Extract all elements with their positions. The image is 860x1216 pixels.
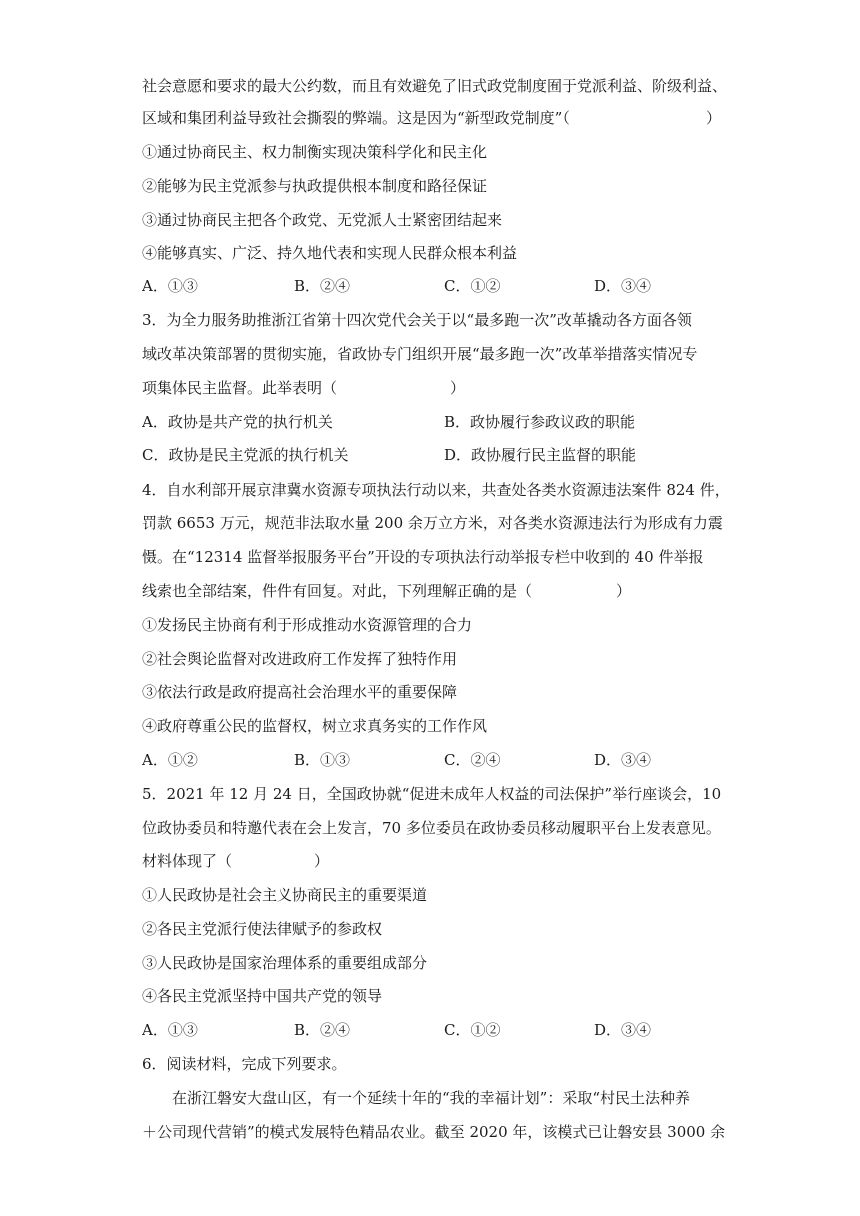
q4-text-line-2: 罚款 6653 万元，规范非法取水量 200 余万立方米，对各类水资源违法行为形成有力震 — [142, 514, 723, 532]
q2-statement-3: ③通过协商民主把各个政党、无党派人士紧密团结起来 — [142, 211, 503, 229]
q3-option-d: D．政协履行民主监督的职能 — [444, 446, 637, 464]
q5-option-b: B．②④ — [294, 1021, 351, 1039]
q3-text-line-1: 3．为全力服务助推浙江省第十四次党代会关于以“最多跑一次”改革撬动各方面各领 — [142, 311, 692, 329]
q5-text-line-3: 材料体现了（ — [142, 852, 233, 870]
q5-option-a: A．①③ — [142, 1021, 198, 1039]
q4-statement-2: ②社会舆论监督对改进政府工作发挥了独特作用 — [142, 650, 458, 668]
q5-statement-4: ④各民主党派坚持中国共产党的领导 — [142, 987, 383, 1005]
q3-text-line-3: 项集体民主监督。此举表明（ — [142, 379, 338, 397]
q5-statement-3: ③人民政协是国家治理体系的重要组成部分 — [142, 954, 428, 972]
q5-text-line-1: 5．2021 年 12 月 24 日，全国政协就“促进未成年人权益的司法保护”举行座谈会，10 — [142, 785, 722, 803]
q3-close-paren: ） — [450, 379, 466, 397]
q3-option-a: A．政协是共产党的执行机关 — [142, 413, 333, 431]
q5-option-d: D．③④ — [594, 1021, 652, 1039]
q2-text-line-2: 区域和集团利益导致社会撕裂的弊端。这是因为“新型政党制度”（ — [142, 109, 570, 127]
q2-option-c: C．①② — [444, 277, 501, 295]
q4-option-d: D．③④ — [594, 751, 652, 769]
q2-option-d: D．③④ — [594, 277, 652, 295]
q4-statement-3: ③依法行政是政府提高社会治理水平的重要保障 — [142, 683, 458, 701]
q6-text-line-2: 在浙江磐安大盘山区，有一个延续十年的“我的幸福计划”：采取“村民土法种养 — [172, 1089, 691, 1107]
q5-option-c: C．①② — [444, 1021, 501, 1039]
q5-text-line-2: 位政协委员和特邀代表在会上发言，70 多位委员在政协委员移动履职平台上发表意见。 — [142, 819, 721, 837]
q6-text-line-1: 6．阅读材料，完成下列要求。 — [142, 1055, 347, 1073]
q4-statement-4: ④政府尊重公民的监督权，树立求真务实的工作作风 — [142, 717, 488, 735]
q2-close-paren: ） — [706, 109, 722, 127]
q3-option-c: C．政协是民主党派的执行机关 — [142, 446, 349, 464]
q5-close-paren: ） — [314, 852, 330, 870]
q2-option-b: B．②④ — [294, 277, 351, 295]
q4-text-line-4: 线索也全部结案，件件有回复。对此，下列理解正确的是（ — [142, 582, 533, 600]
q4-statement-1: ①发扬民主协商有利于形成推动水资源管理的合力 — [142, 616, 473, 634]
q5-statement-1: ①人民政协是社会主义协商民主的重要渠道 — [142, 886, 428, 904]
q2-statement-4: ④能够真实、广泛、持久地代表和实现人民群众根本利益 — [142, 244, 518, 262]
q3-option-b: B．政协履行参政议政的职能 — [444, 413, 636, 431]
q4-option-c: C．②④ — [444, 751, 501, 769]
q4-close-paren: ） — [616, 582, 632, 600]
q4-option-a: A．①② — [142, 751, 198, 769]
q5-statement-2: ②各民主党派行使法律赋予的参政权 — [142, 920, 383, 938]
q2-statement-1: ①通过协商民主、权力制衡实现决策科学化和民主化 — [142, 143, 488, 161]
q2-text-line-1: 社会意愿和要求的最大公约数，而且有效避免了旧式政党制度囿于党派利益、阶级利益、 — [142, 77, 728, 95]
q2-statement-2: ②能够为民主党派参与执政提供根本制度和路径保证 — [142, 177, 488, 195]
q4-text-line-3: 慑。在“12314 监督举报服务平台”开设的专项执法行动举报专栏中收到的 40 件举报 — [142, 548, 704, 566]
q6-text-line-3: ＋公司现代营销”的模式发展特色精品农业。截至 2020 年，该模式已让磐安县 3000 余 — [142, 1123, 726, 1141]
q2-option-a: A．①③ — [142, 277, 198, 295]
q4-option-b: B．①③ — [294, 751, 351, 769]
q3-text-line-2: 域改革决策部署的贯彻实施，省政协专门组织开展“最多跑一次”改革举措落实情况专 — [142, 345, 698, 363]
q4-text-line-1: 4．自水利部开展京津冀水资源专项执法行动以来，共查处各类水资源违法案件 824 件， — [142, 481, 730, 499]
